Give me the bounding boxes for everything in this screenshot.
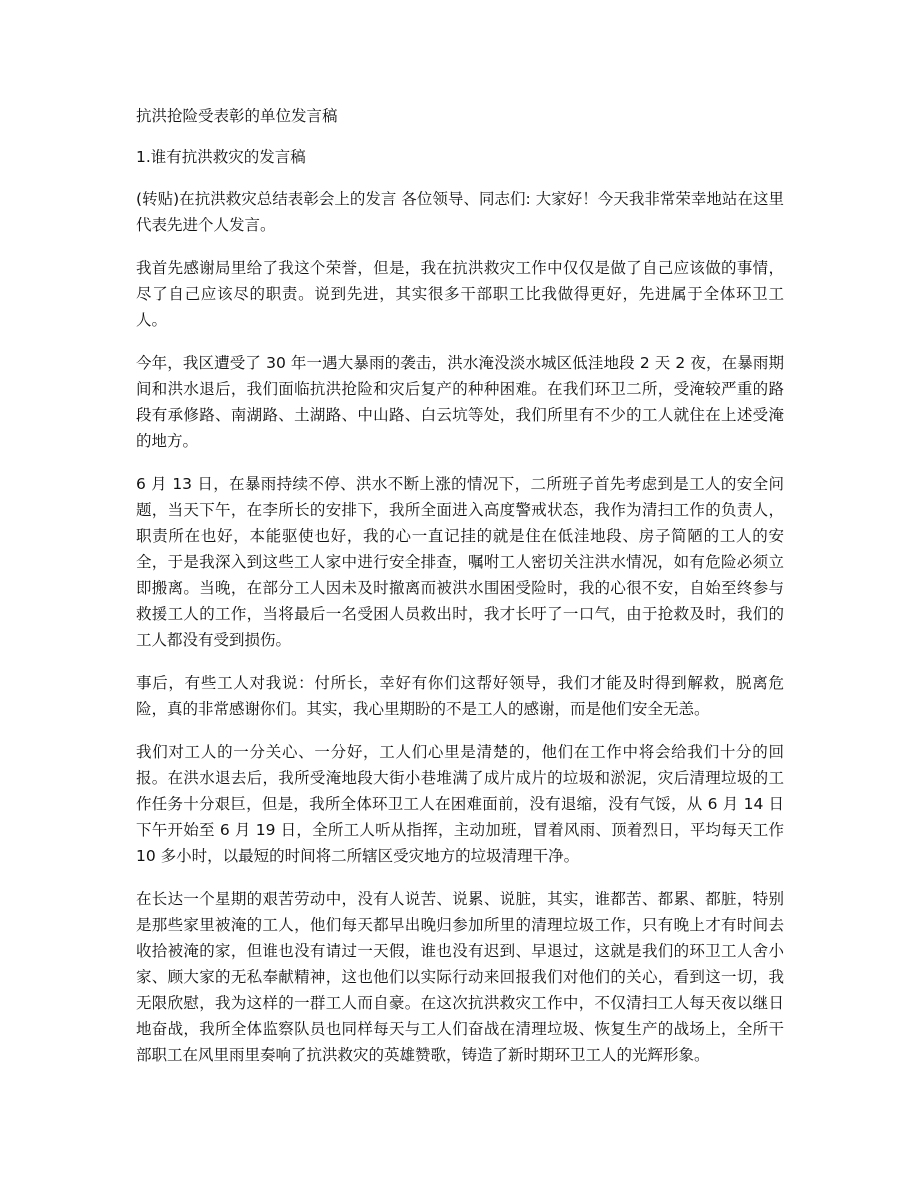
paragraph-5: 事后，有些工人对我说：付所长，幸好有你们这帮好领导，我们才能及时得到解救，脱离危险，真的非常感谢你们。其实，我心里期盼的不是工人的感谢，而是他们安全无恙。 <box>136 674 784 718</box>
paragraph-3: 今年，我区遭受了 30 年一遇大暴雨的袭击，洪水淹没淡水城区低洼地段 2 天 2 夜，在暴雨期间和洪水退后，我们面临抗洪抢险和灾后复产的种种困难。在我们环卫二所，受淹较严重的路段有承修路、南湖路、土湖路、中山路、白云坑等处，我们所里有不少的工人就住在上述受淹的地方。 <box>136 354 784 450</box>
paragraph-6: 我们对工人的一分关心、一分好，工人们心里是清楚的，他们在工作中将会给我们十分的回报。在洪水退去后，我所受淹地段大街小巷堆满了成片成片的垃圾和淤泥，灾后清理垃圾的工作任务十分艰巨，但是，我所全体环卫工人在困难面前，没有退缩，没有气馁，从 6 月 14 日下午开始至 6 月 19 日，全所工人听从指挥，主动加班，冒着风雨、顶着烈日，平均每天工作 10 多小时，以最短的时间将二所辖区受灾地方的垃圾清理干净。 <box>136 743 784 865</box>
section-heading: 1.谁有抗洪救灾的发言稿 <box>136 148 306 166</box>
document-title: 抗洪抢险受表彰的单位发言稿 <box>136 107 338 125</box>
paragraph-1: (转贴)在抗洪救灾总结表彰会上的发言 各位领导、同志们: 大家好！今天我非常荣幸地站在这里代表先进个人发言。 <box>136 190 784 234</box>
document-body <box>136 104 784 1085</box>
paragraph-4: 6 月 13 日，在暴雨持续不停、洪水不断上涨的情况下，二所班子首先考虑到是工人的安全问题，当天下午，在李所长的安排下，我所全面进入高度警戒状态，我作为清扫工作的负责人，职责所在也好，本能驱使也好，我的心一直记挂的就是住在低洼地段、房子简陋的工人的安全，于是我深入到这些工人家中进行安全排查，嘱咐工人密切关注洪水情况，如有危险必须立即搬离。当晚，在部分工人因未及时撤离而被洪水围困受险时，我的心很不安，自始至终参与救援工人的工作，当将最后一名受困人员救出时，我才长吁了一口气，由于抢救及时，我们的工人都没有受到损伤。 <box>136 475 784 649</box>
paragraph-2: 我首先感谢局里给了我这个荣誉，但是，我在抗洪救灾工作中仅仅是做了自己应该做的事情，尽了自己应该尽的职责。说到先进，其实很多干部职工比我做得更好，先进属于全体环卫工人。 <box>136 259 784 329</box>
paragraph-7: 在长达一个星期的艰苦劳动中，没有人说苦、说累、说脏，其实，谁都苦、都累、都脏，特别是那些家里被淹的工人，他们每天都早出晚归参加所里的清理垃圾工作，只有晚上才有时间去收拾被淹的家，但谁也没有请过一天假，谁也没有迟到、早退过，这就是我们的环卫工人舍小家、顾大家的无私奉献精神，这也他们以实际行动来回报我们对他们的关心，看到这一切，我无限欣慰，我为这样的一群工人而自豪。在这次抗洪救灾工作中，不仅清扫工人每天夜以继日地奋战，我所全体监察队员也同样每天与工人们奋战在清理垃圾、恢复生产的战场上，全所干部职工在风里雨里奏响了抗洪救灾的英雄赞歌，铸造了新时期环卫工人的光辉形象。 <box>136 890 784 1064</box>
